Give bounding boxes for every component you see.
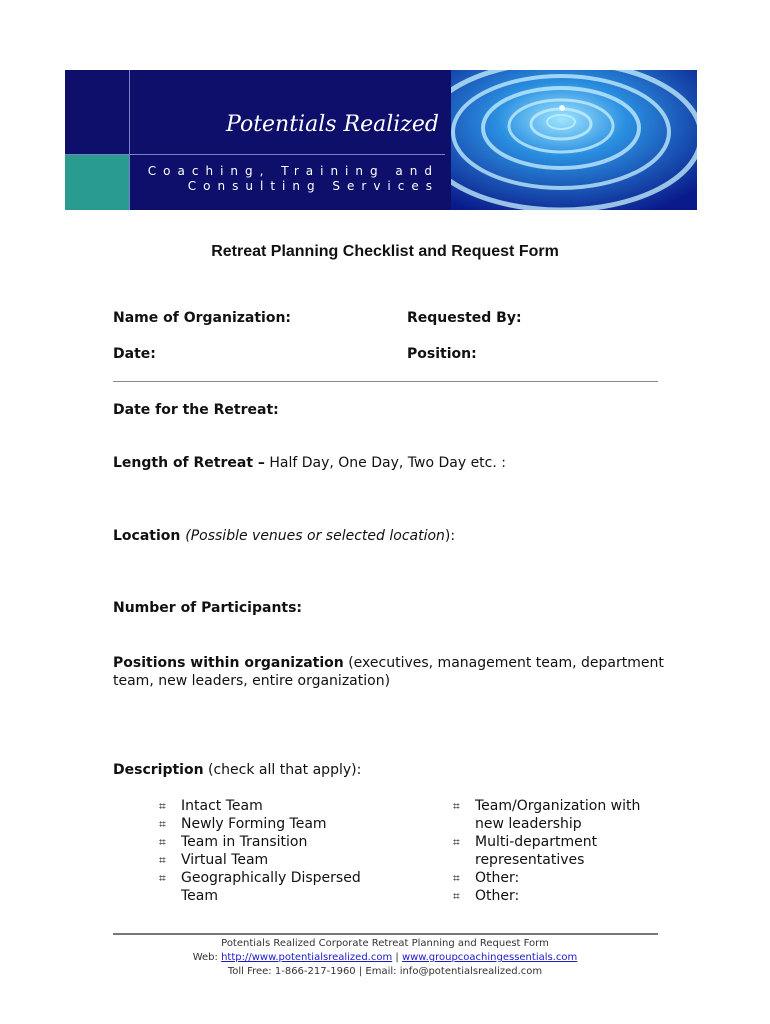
checklist-left [159,797,374,905]
footer-divider [113,933,658,935]
description-hint: (check all that apply): [203,762,362,778]
brand-name: Potentials Realized [226,112,439,137]
checkbox-icon[interactable]: ⌗ [159,835,166,849]
checklist-item-label: Multi-department representatives [475,834,598,868]
positions-label: Positions within organization [113,655,344,671]
requested-by-label: Requested By: [407,310,522,326]
position-label: Position: [407,346,477,362]
location-field [113,528,455,544]
description-label: Description [113,762,204,778]
participants-label: Number of Participants: [113,600,303,616]
checkbox-icon[interactable]: ⌗ [453,835,460,849]
retreat-date-label: Date for the Retreat: [113,402,279,418]
checkbox-icon[interactable]: ⌗ [159,799,166,813]
checklist-item-newly-forming-team[interactable] [159,815,374,833]
checklist-item-label: Geographically Dispersed Team [181,870,361,904]
retreat-length-field [113,455,506,471]
checklist-item-new-leadership[interactable] [453,797,658,833]
tagline-line-2: Consulting Services [187,179,439,193]
footer-link-groupcoaching[interactable]: www.groupcoachingessentials.com [401,952,578,963]
checklist-item-geographically-dispersed[interactable] [159,869,374,905]
checklist-item-other-2[interactable] [453,887,658,905]
footer-link-potentialsrealized[interactable]: http://www.potentialsrealized.com [221,952,393,963]
tagline-line-1: Coaching, Training and [147,164,439,178]
checklist-item-label: Other: [475,870,520,886]
header-banner [65,70,697,210]
page-title: Retreat Planning Checklist and Request Form [211,243,559,260]
retreat-length-label: Length of Retreat – [113,455,265,471]
footer-contact: Toll Free: 1-866-217-1960 | Email: info@potentialsrealized.com [227,966,543,977]
checklist-item-intact-team[interactable] [159,797,374,815]
checkbox-icon[interactable]: ⌗ [453,799,460,813]
footer [0,937,770,979]
positions-hint-line-1: (executives, management team, department [343,655,664,671]
water-ripple-image [451,70,697,210]
checklist-item-label: Team/Organization with new leadership [475,798,641,832]
checklist-item-virtual-team[interactable] [159,851,374,869]
checklist-item-label: Intact Team [181,798,263,814]
checkbox-icon[interactable]: ⌗ [159,853,166,867]
section-divider [113,381,658,382]
footer-web-label: Web: [192,952,222,963]
location-label: Location [113,528,181,544]
positions-hint-line-2: team, new leaders, entire organization) [113,673,391,689]
positions-field [113,654,664,690]
banner-divider-horizontal [65,154,445,155]
footer-title: Potentials Realized Corporate Retreat Planning and Request Form [221,938,549,949]
tagline [148,164,439,194]
checklist-item-label: Team in Transition [181,834,308,850]
checkbox-icon[interactable]: ⌗ [453,889,460,903]
checklist-item-team-in-transition[interactable] [159,833,374,851]
checkbox-icon[interactable]: ⌗ [159,817,166,831]
footer-web-line [0,951,770,965]
date-label: Date: [113,346,156,362]
org-name-label: Name of Organization: [113,310,292,326]
banner-divider-vertical [129,70,130,210]
retreat-length-hint: Half Day, One Day, Two Day etc. : [264,455,506,471]
checklist-item-label: Newly Forming Team [181,816,327,832]
checklist-item-label: Virtual Team [181,852,269,868]
checklist-right [453,797,658,905]
checkbox-icon[interactable]: ⌗ [159,871,166,885]
checklist-item-label: Other: [475,888,520,904]
footer-separator: | [392,952,402,963]
checkbox-icon[interactable]: ⌗ [453,871,460,885]
location-hint: (Possible venues or selected location [185,528,445,544]
checklist-item-other-1[interactable] [453,869,658,887]
checklist-item-multi-department[interactable] [453,833,658,869]
location-suffix: ): [444,528,456,544]
description-field [113,762,361,778]
teal-accent-block [65,154,129,210]
